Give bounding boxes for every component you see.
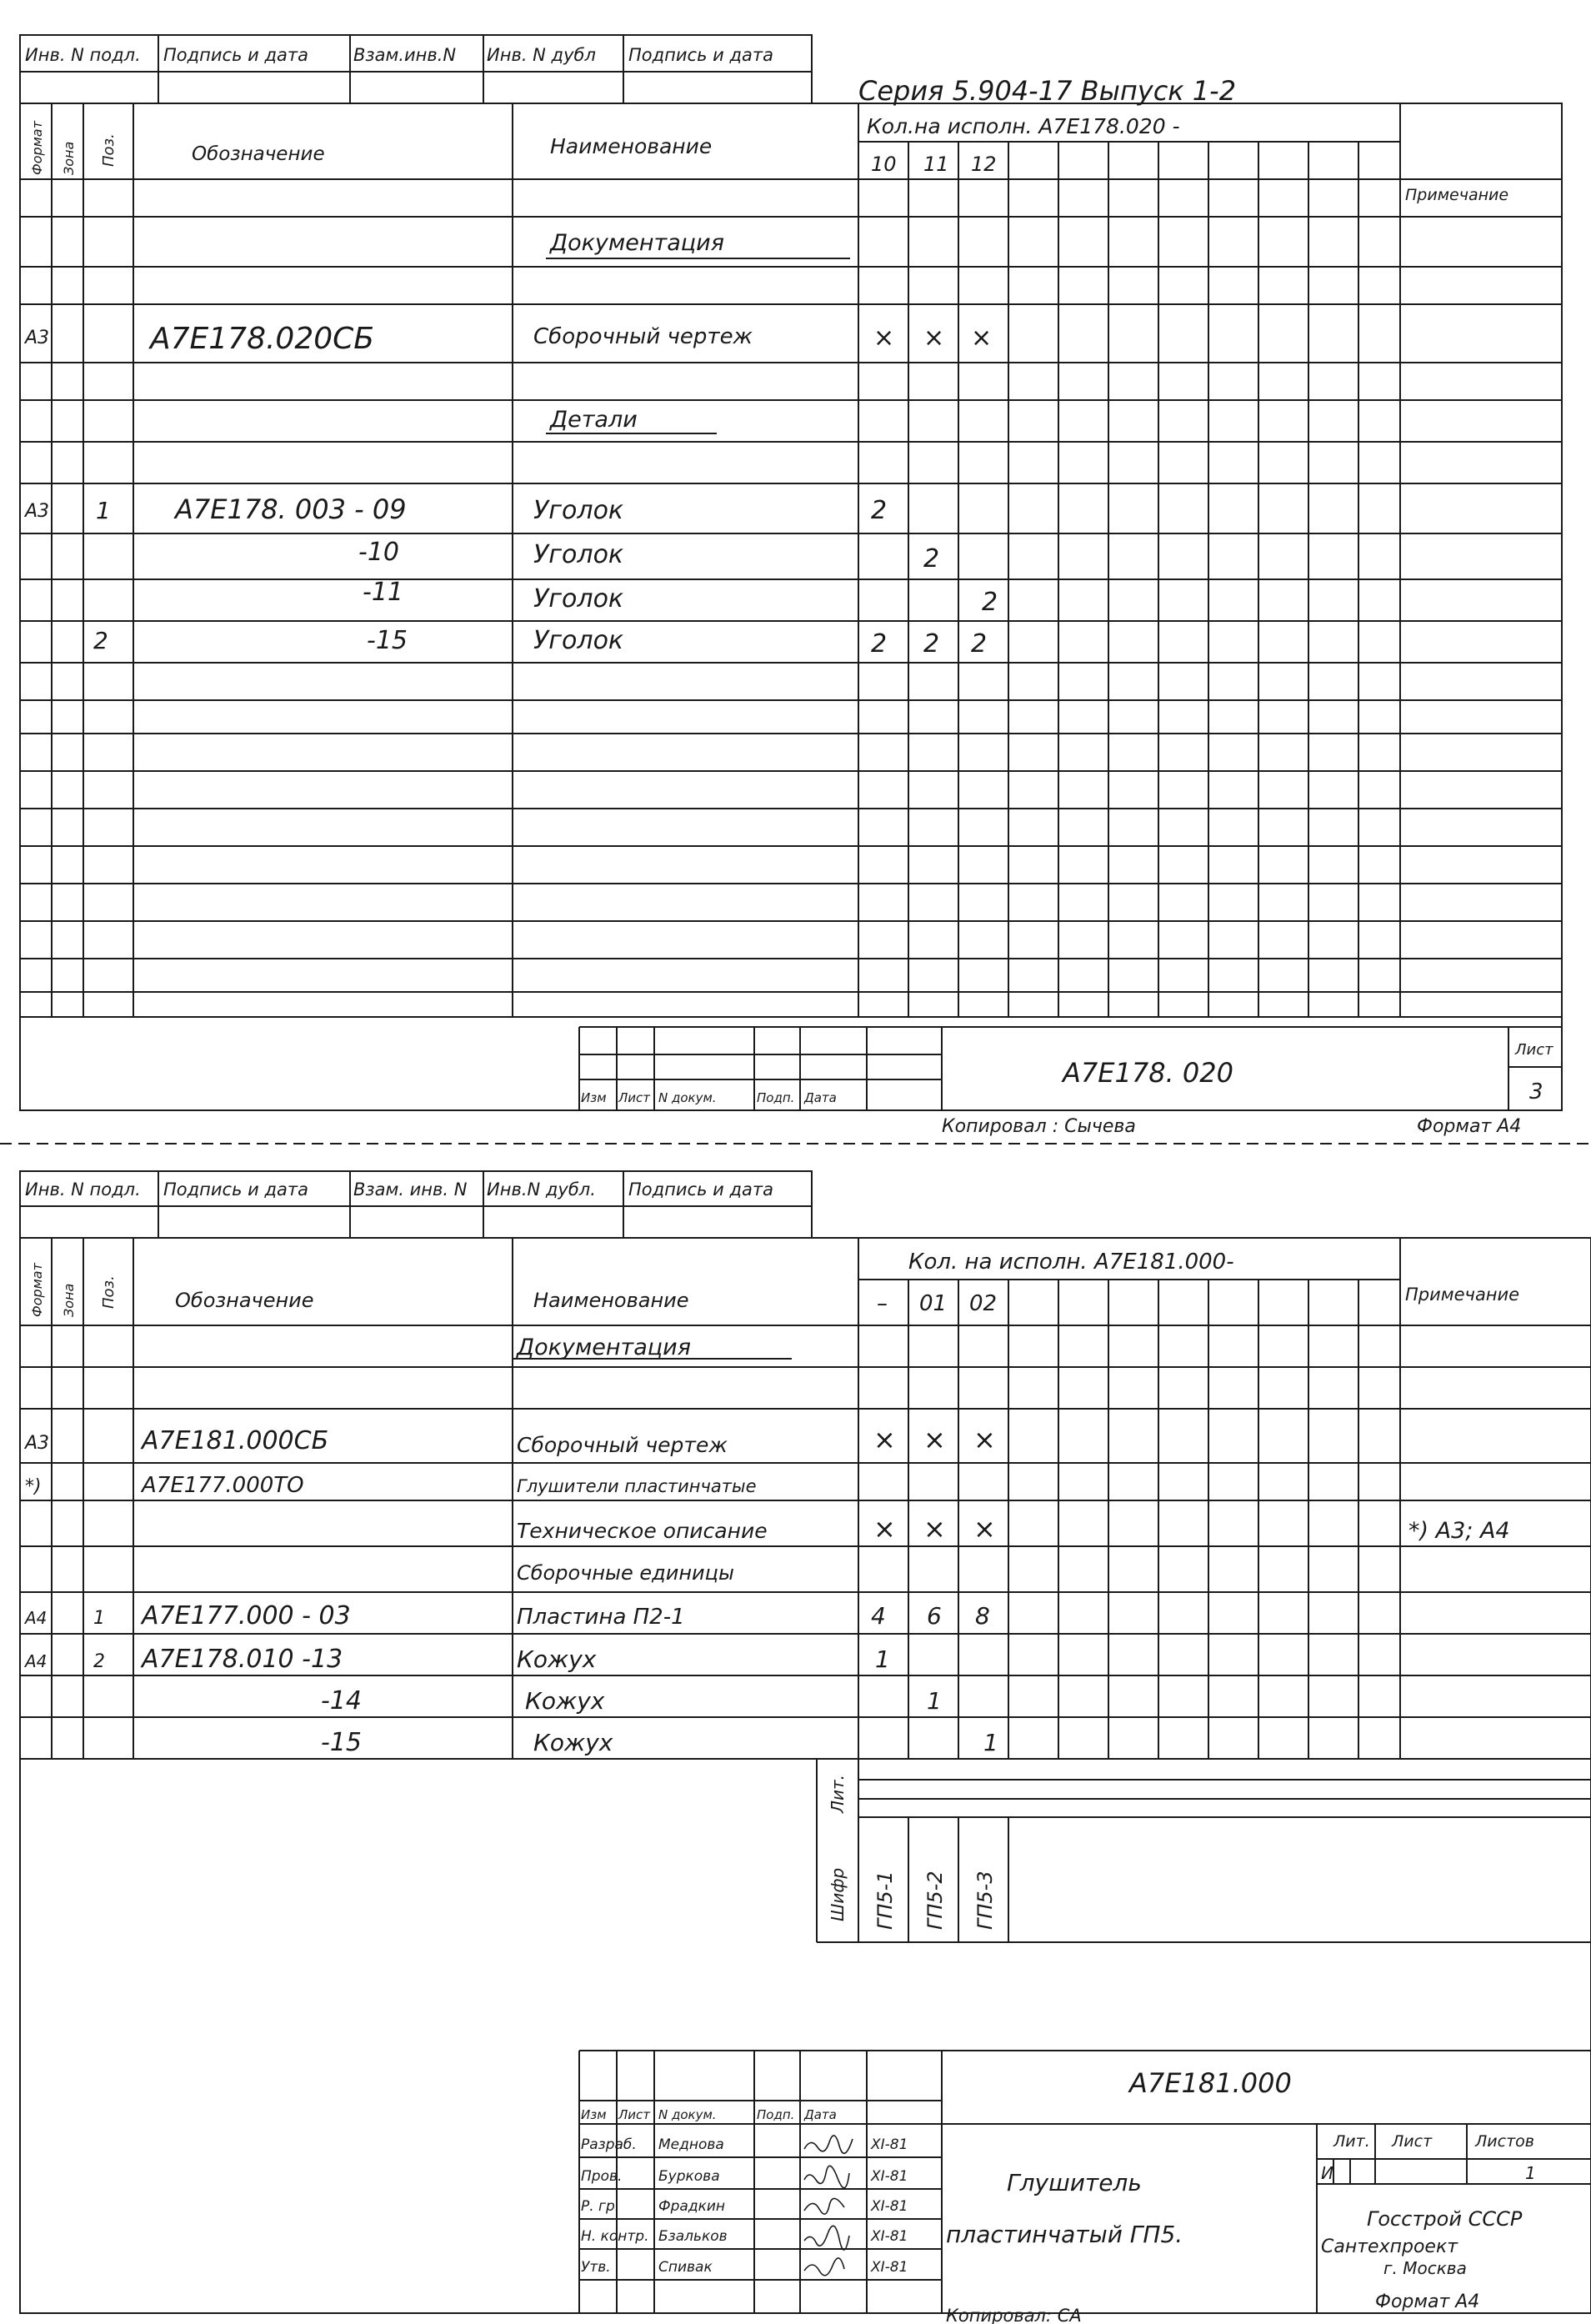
s2-row6-designation: А7Е178.010 -13 (142, 1645, 343, 1674)
s2-person-4-role: Утв. (581, 2259, 611, 2276)
s1-stamp-label-4: Дата (804, 1090, 837, 1105)
s2-cipher-label: Шифр (828, 1867, 848, 1921)
s2-person-3-role: Н. контр. (581, 2228, 649, 2245)
s1-row4-name: Уголок (533, 540, 624, 569)
s1-row6-q0: 2 (871, 629, 888, 659)
s2-col-note: Примечание (1405, 1285, 1520, 1305)
s2-person-3-name: Бзальков (658, 2228, 728, 2245)
s2-footer-copied: Копировал: СА (946, 2306, 1082, 2324)
s2-person-0-role: Разраб. (581, 2136, 637, 2153)
s2-cipher-0: ГП5-1 (873, 1871, 897, 1930)
s1-row3-designation: А7Е178. 003 - 09 (175, 493, 407, 525)
sheet1-hdr-cell-3: Взам.инв.N (353, 45, 457, 65)
s2-cipher-2: ГП5-3 (973, 1871, 997, 1930)
s1-row3-format: А3 (25, 501, 50, 522)
s2-row1-q0: × (873, 1424, 896, 1455)
s2-row8-q2: 1 (983, 1729, 998, 1756)
s1-row5-name: Уголок (533, 584, 624, 614)
s2-row3-q1: × (923, 1513, 946, 1545)
s1-row1-format: А3 (25, 328, 50, 348)
s1-row6-q2: 2 (971, 629, 988, 659)
s2-row5-designation: А7Е177.000 - 03 (142, 1601, 351, 1630)
sheet1-hdr-cell-5: Подпись и дата (628, 45, 773, 65)
s2-row0-name: Документация (517, 1335, 691, 1360)
s2-row4-name: Сборочные единицы (517, 1561, 734, 1585)
s1-row1-name: Сборочный чертеж (533, 324, 753, 349)
s1-col-designation: Обозначение (192, 143, 325, 165)
s1-row6-designation: -15 (367, 626, 408, 655)
s1-row3-pos: 1 (96, 497, 111, 524)
s2-person-2-name: Фрадкин (658, 2198, 726, 2215)
s1-footer-copied: Копировал : Сычева (942, 1116, 1136, 1137)
s2-row6-q0: 1 (875, 1645, 890, 1673)
s1-row3-name: Уголок (533, 496, 624, 525)
s2-row7-name: Кожух (525, 1687, 605, 1715)
s1-row6-name: Уголок (533, 626, 624, 655)
sheet1-hdr-cell-2: Подпись и дата (163, 45, 308, 65)
series-label: Серия 5.904-17 Выпуск 1-2 (858, 75, 1237, 107)
s1-stamp-label-1: Лист (618, 1090, 651, 1105)
s1-col-qty: Кол.на исполн. А7Е178.020 - (867, 114, 1180, 138)
s2-stamp-lit-value: И (1321, 2163, 1333, 2183)
s2-row6-pos: 2 (93, 1651, 105, 1672)
s1-stamp-label-2: N докум. (658, 1090, 717, 1105)
s1-row5-q2: 2 (982, 588, 998, 617)
s1-stamp-label-0: Изм (581, 1090, 607, 1105)
s2-stamp-label-2: N докум. (658, 2107, 717, 2122)
s1-row1-q2: × (971, 323, 993, 353)
s1-col-format: Формат (29, 121, 45, 175)
s1-row4-designation: -10 (358, 538, 399, 567)
s1-stamp-label-3: Подп. (757, 1090, 795, 1105)
s2-row5-pos: 1 (93, 1608, 105, 1629)
s1-stamp-sheet-no: 3 (1529, 1079, 1543, 1104)
s2-stamp-sheets-value: 1 (1525, 2163, 1536, 2183)
s2-row2-name: Глушители пластинчатые (517, 1476, 757, 1496)
s2-lit-label: Лит. (828, 1774, 848, 1813)
sheet2-hdr-cell-2: Подпись и дата (163, 1180, 308, 1200)
s2-person-4-date: XI-81 (871, 2259, 908, 2276)
s2-person-2-role: Р. гр. (581, 2198, 620, 2215)
s2-col-qty: Кол. на исполн. А7Е181.000- (908, 1250, 1234, 1275)
s2-title-line1: Глушитель (1007, 2169, 1142, 2196)
s2-row8-designation: -15 (321, 1728, 362, 1757)
sheet2-hdr-cell-4: Инв.N дубл. (487, 1180, 596, 1200)
s2-org-1: Сантехпроект (1321, 2236, 1458, 2257)
s1-col-zone: Зона (61, 141, 77, 175)
s2-footer-format: Формат А4 (1375, 2291, 1480, 2312)
s2-qty-var-1: 01 (919, 1291, 948, 1316)
s1-row1-designation: А7Е178.020СБ (150, 322, 374, 356)
s1-col-note: Примечание (1405, 186, 1509, 204)
s1-stamp-sheet-label: Лист (1515, 1041, 1553, 1059)
s1-stamp-code: А7Е178. 020 (1063, 1057, 1233, 1089)
s1-qty-var-1: 11 (923, 153, 949, 176)
s2-person-1-role: Пров. (581, 2168, 623, 2185)
s2-stamp-label-0: Изм (581, 2107, 607, 2122)
s1-row5-designation: -11 (363, 578, 403, 607)
s2-cipher-1: ГП5-2 (923, 1871, 947, 1930)
s2-person-1-name: Буркова (658, 2168, 720, 2185)
s2-row1-q1: × (923, 1424, 946, 1455)
s2-col-designation: Обозначение (175, 1289, 314, 1312)
s1-row1-q1: × (923, 323, 945, 353)
s2-person-3-date: XI-81 (871, 2228, 908, 2245)
s2-org-0: Госстрой СССР (1367, 2207, 1523, 2231)
s1-row0-name: Документация (550, 230, 724, 256)
sheet1-hdr-cell-1: Инв. N подл. (25, 45, 141, 65)
s2-stamp-lit-label: Лит. (1333, 2132, 1370, 2151)
s1-row2-name: Детали (550, 407, 638, 433)
s2-stamp-code: А7Е181.000 (1129, 2067, 1292, 2099)
s2-row1-format: А3 (25, 1433, 50, 1454)
s1-qty-var-0: 10 (871, 153, 897, 176)
s2-person-0-date: XI-81 (871, 2136, 908, 2153)
s2-row5-q0: 4 (871, 1602, 886, 1630)
s2-row1-q2: × (973, 1424, 996, 1455)
s2-row3-q0: × (873, 1513, 896, 1545)
s1-row6-q1: 2 (923, 629, 940, 659)
sheet2-hdr-cell-5: Подпись и дата (628, 1180, 773, 1200)
sheet2-hdr-cell-3: Взам. инв. N (353, 1180, 468, 1200)
s2-row1-designation: А7Е181.000СБ (142, 1426, 329, 1455)
s1-row1-q0: × (873, 323, 895, 353)
s2-row5-q2: 8 (975, 1602, 990, 1630)
s1-row6-pos: 2 (93, 627, 108, 654)
s2-stamp-label-4: Дата (804, 2107, 837, 2122)
s2-col-zone: Зона (61, 1283, 77, 1317)
s2-row5-name: Пластина П2-1 (517, 1605, 685, 1630)
s2-row6-format: А4 (25, 1651, 48, 1671)
s2-person-2-date: XI-81 (871, 2198, 908, 2215)
sheet2-hdr-cell-1: Инв. N подл. (25, 1180, 141, 1200)
s2-row8-name: Кожух (533, 1729, 613, 1756)
s1-footer-format: Формат А4 (1417, 1116, 1522, 1137)
s1-col-pos: Поз. (100, 133, 118, 167)
s2-col-pos: Поз. (100, 1275, 118, 1309)
s2-person-4-name: Спивак (658, 2259, 713, 2276)
s2-person-0-name: Меднова (658, 2136, 724, 2153)
s2-row1-name: Сборочный чертеж (517, 1433, 728, 1457)
s2-row3-note: *) А3; А4 (1408, 1518, 1510, 1544)
s2-stamp-sheets-label: Листов (1475, 2132, 1534, 2151)
s2-stamp-label-1: Лист (618, 2107, 651, 2122)
s2-qty-var-0: – (877, 1291, 888, 1316)
s2-row7-designation: -14 (321, 1686, 362, 1715)
sheet1-hdr-cell-4: Инв. N дубл (487, 45, 596, 65)
s2-row2-designation: А7Е177.000ТО (142, 1473, 304, 1498)
sheet2-frame (20, 1238, 1591, 2313)
s2-stamp-sheet-label: Лист (1392, 2132, 1433, 2151)
s1-row4-q1: 2 (923, 544, 940, 573)
s2-org-2: г. Москва (1383, 2258, 1467, 2278)
s2-stamp-label-3: Подп. (757, 2107, 795, 2122)
s2-col-name: Наименование (533, 1289, 689, 1312)
s2-row6-name: Кожух (517, 1645, 597, 1673)
s2-row5-q1: 6 (927, 1602, 942, 1630)
s2-row5-format: А4 (25, 1608, 48, 1628)
s2-row3-name: Техническое описание (517, 1519, 768, 1543)
s2-row2-format: *) (25, 1476, 42, 1497)
s1-col-name: Наименование (550, 134, 713, 158)
s2-col-format: Формат (29, 1263, 45, 1317)
s1-row3-q0: 2 (871, 496, 888, 525)
s2-qty-var-2: 02 (969, 1291, 998, 1316)
s1-qty-var-2: 12 (971, 153, 997, 176)
s2-title-line2: пластинчатый ГП5. (946, 2221, 1183, 2248)
s2-row7-q1: 1 (927, 1687, 942, 1715)
s2-person-1-date: XI-81 (871, 2168, 908, 2185)
s2-row3-q2: × (973, 1513, 996, 1545)
